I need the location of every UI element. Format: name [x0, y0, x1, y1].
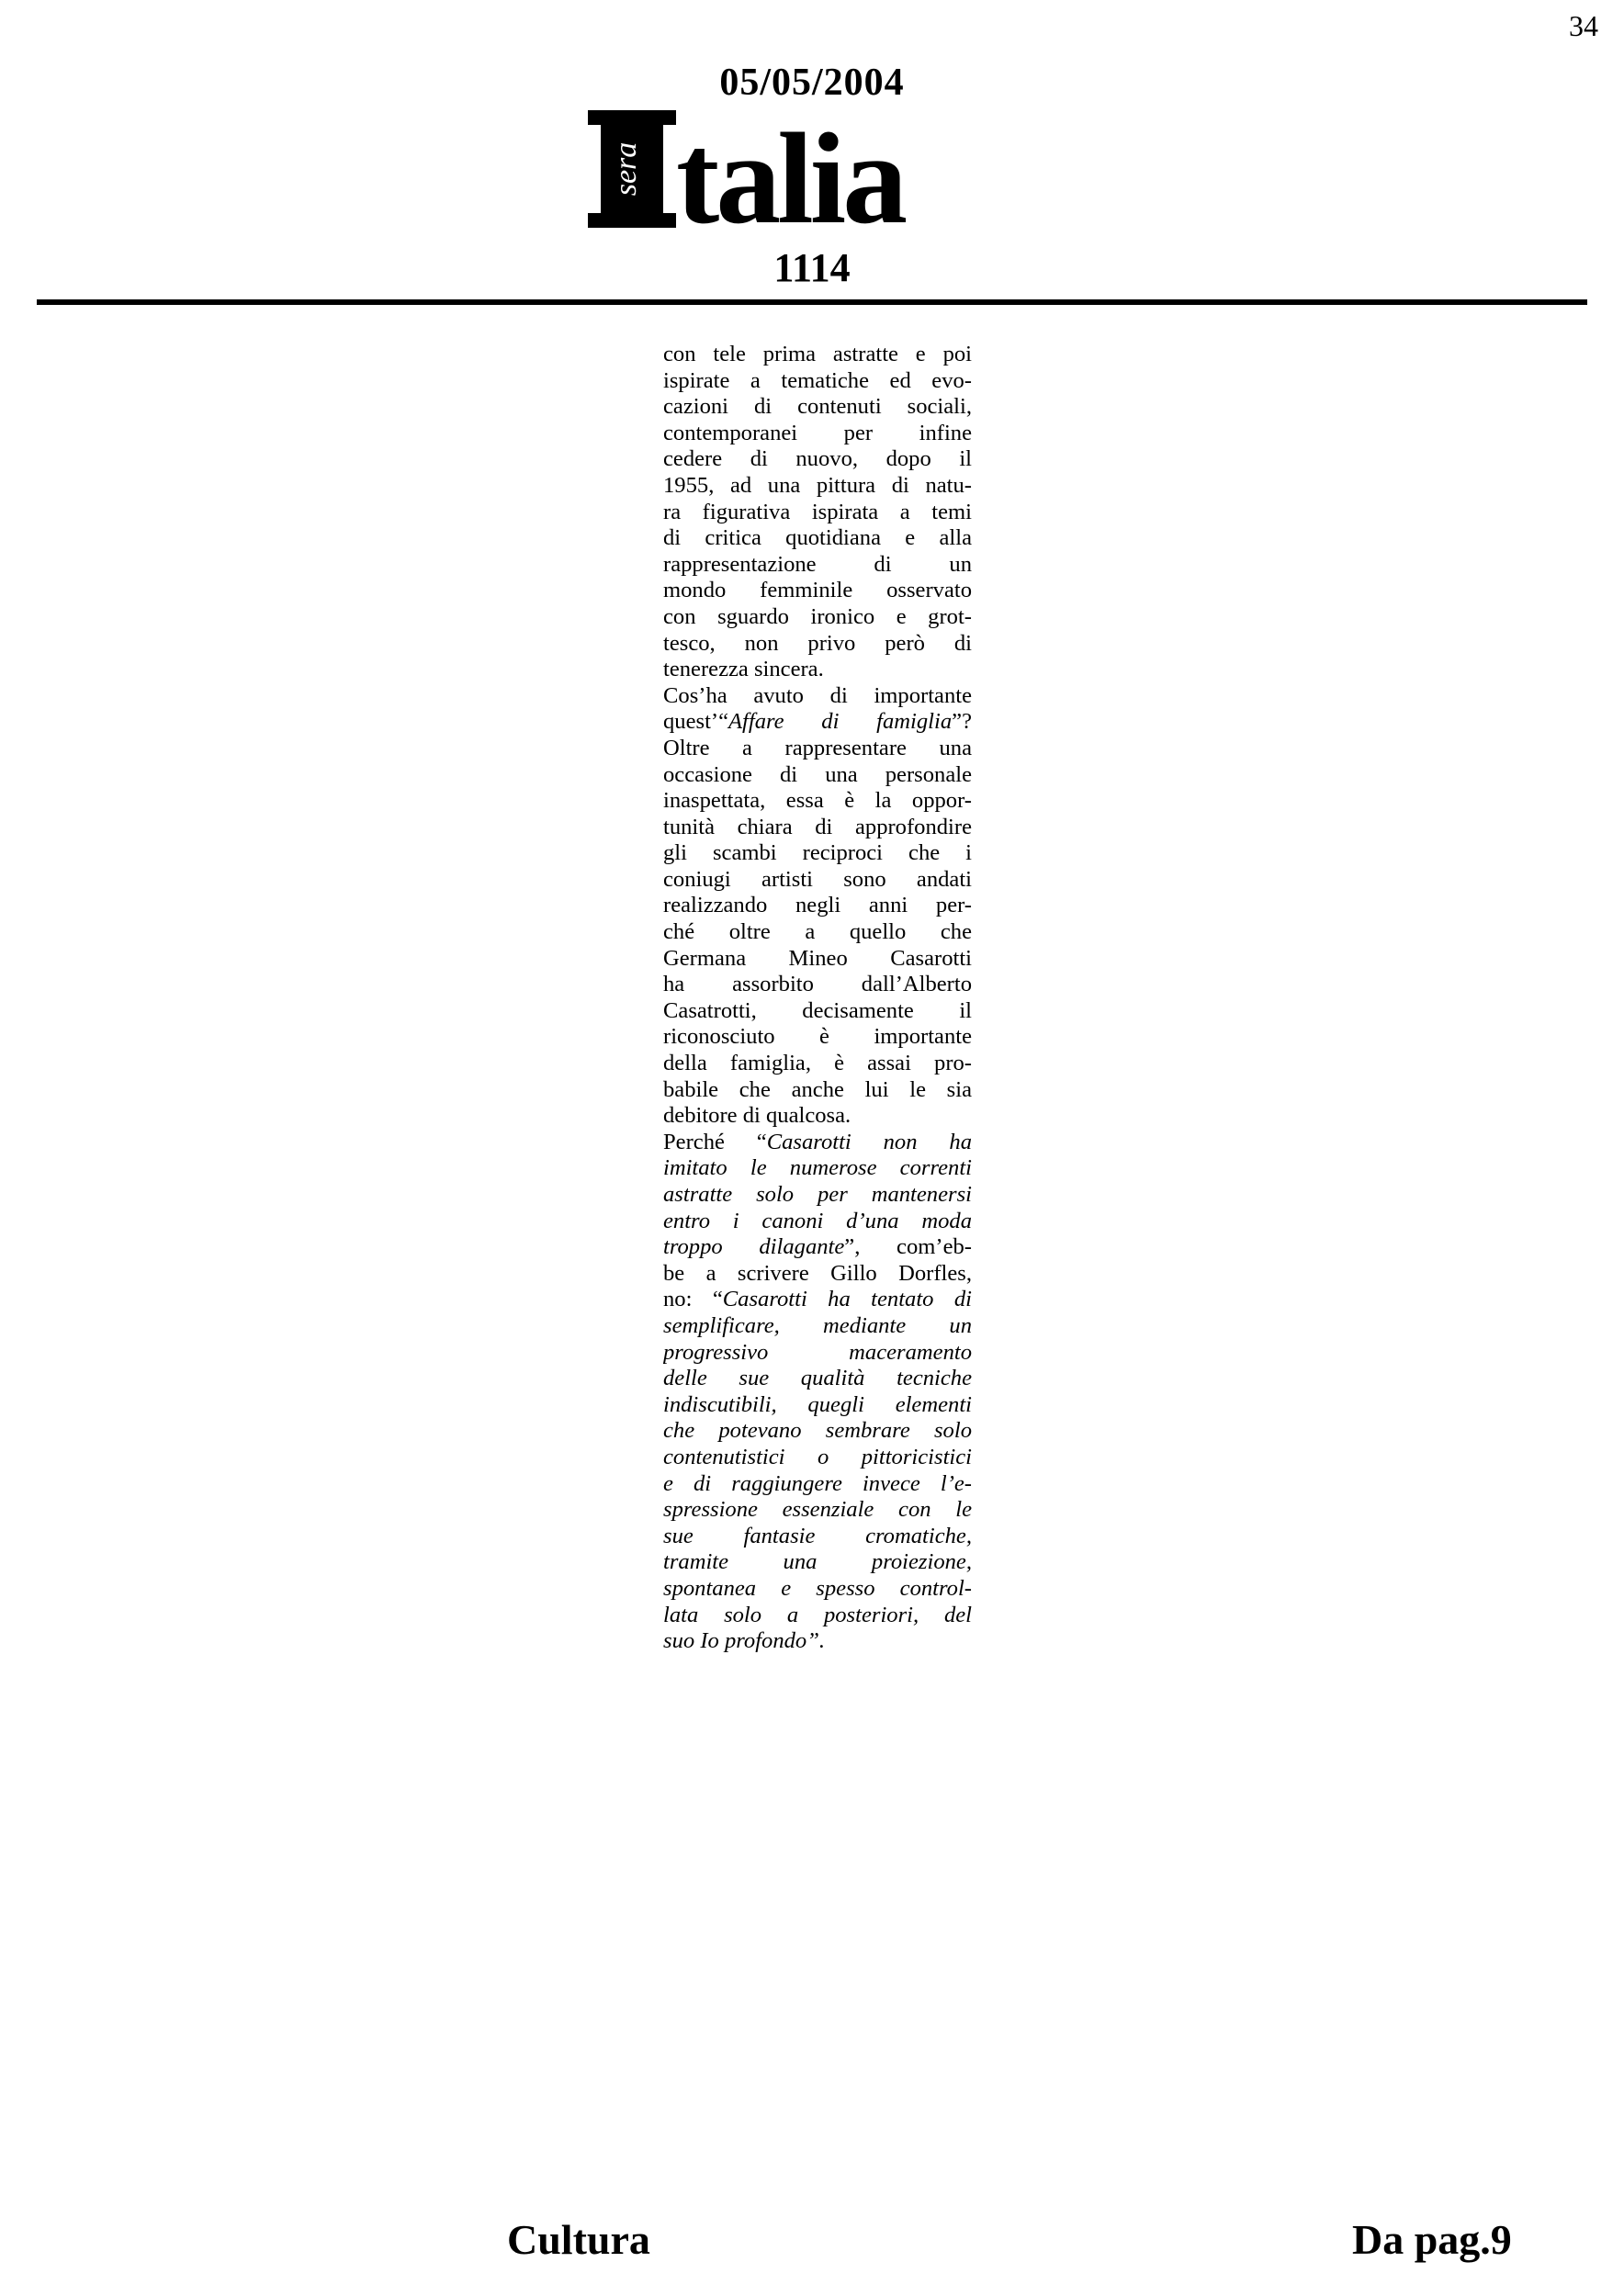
article-line: Oltre a rappresentare una: [663, 735, 972, 760]
article-line: ra figurativa ispirata a temi: [663, 499, 972, 524]
article-line: imitato le numerose correnti: [663, 1155, 972, 1181]
article-line: con sguardo ironico e grot-: [663, 603, 972, 629]
continued-from-label: Da pag.9: [1352, 2216, 1512, 2263]
article-line: lata solo a posteriori, del: [663, 1602, 972, 1627]
article-line: della famiglia, è assai pro-: [663, 1051, 972, 1076]
article-line: cazioni di contenuti sociali,: [663, 394, 972, 420]
article-line: Perché “Casarotti non ha: [663, 1129, 972, 1154]
article-line: Germana Mineo Casarotti: [663, 945, 972, 971]
article-line: tesco, non privo però di: [663, 630, 972, 656]
article-line: e di raggiungere invece l’e-: [663, 1470, 972, 1496]
article-line: occasione di una personale: [663, 761, 972, 787]
article-line: Cos’ha avuto di importante: [663, 682, 972, 708]
issue-number: 1114: [773, 245, 851, 290]
article-line: realizzando negli anni per-: [663, 893, 972, 918]
article-line: be a scrivere Gillo Dorfles,: [663, 1260, 972, 1286]
article-line: ché oltre a quello che: [663, 919, 972, 945]
newspaper-logo: [588, 101, 1102, 239]
article-line: quest’“Affare di famiglia”?: [663, 709, 972, 735]
article-line: coniugi artisti sono andati: [663, 866, 972, 892]
article-line: Casatrotti, decisamente il: [663, 997, 972, 1023]
article-line: delle sue qualità tecniche: [663, 1366, 972, 1391]
article-line: tenerezza sincera.: [663, 657, 824, 682]
article-line: indiscutibili, quegli elementi: [663, 1391, 972, 1417]
article-line: rappresentazione di un: [663, 551, 972, 577]
article-line: ispirate a tematiche ed evo-: [663, 367, 972, 393]
article-line: sue fantasie cromatiche,: [663, 1523, 972, 1548]
svg-text:talia: talia: [676, 106, 905, 239]
page-number: 34: [1569, 9, 1598, 42]
article-line: cedere di nuovo, dopo il: [663, 446, 972, 472]
article-line: spressione essenziale con le: [663, 1497, 972, 1523]
article-line: suo Io profondo”.: [663, 1628, 826, 1654]
article-line: contenutistici o pittoricistici: [663, 1444, 972, 1469]
article-column: [663, 342, 972, 1655]
article-line: ha assorbito dall’Alberto: [663, 972, 972, 997]
article-line: tunità chiara di approfondire: [663, 814, 972, 839]
article-line: che potevano sembrare solo: [663, 1418, 972, 1444]
article-line: babile che anche lui le sia: [663, 1076, 972, 1102]
header-divider: [37, 299, 1587, 305]
article-line: astratte solo per mantenersi: [663, 1182, 972, 1207]
article-line: progressivo maceramento: [663, 1339, 972, 1365]
article-line: debitore di qualcosa.: [663, 1103, 851, 1129]
article-line: 1955, ad una pittura di natu-: [663, 472, 972, 498]
section-label: Cultura: [507, 2216, 650, 2263]
article-line: no: “Casarotti ha tentato di: [663, 1287, 972, 1312]
article-line: spontanea e spesso control-: [663, 1575, 972, 1601]
article-line: di critica quotidiana e alla: [663, 525, 972, 551]
article-line: mondo femminile osservato: [663, 578, 972, 603]
article-line: tramite una proiezione,: [663, 1549, 972, 1575]
svg-text:sera: sera: [609, 141, 643, 197]
article-line: inaspettata, essa è la oppor-: [663, 788, 972, 814]
article-line: troppo dilagante”, com’eb-: [663, 1234, 972, 1260]
article-line: entro i canoni d’una moda: [663, 1208, 972, 1233]
article-line: gli scambi reciproci che i: [663, 840, 972, 866]
publication-date: 05/05/2004: [719, 62, 905, 104]
article-line: con tele prima astratte e poi: [663, 342, 972, 366]
article-line: semplificare, mediante un: [663, 1312, 972, 1338]
article-line: riconosciuto è importante: [663, 1024, 972, 1050]
article-line: contemporanei per infine: [663, 420, 972, 445]
